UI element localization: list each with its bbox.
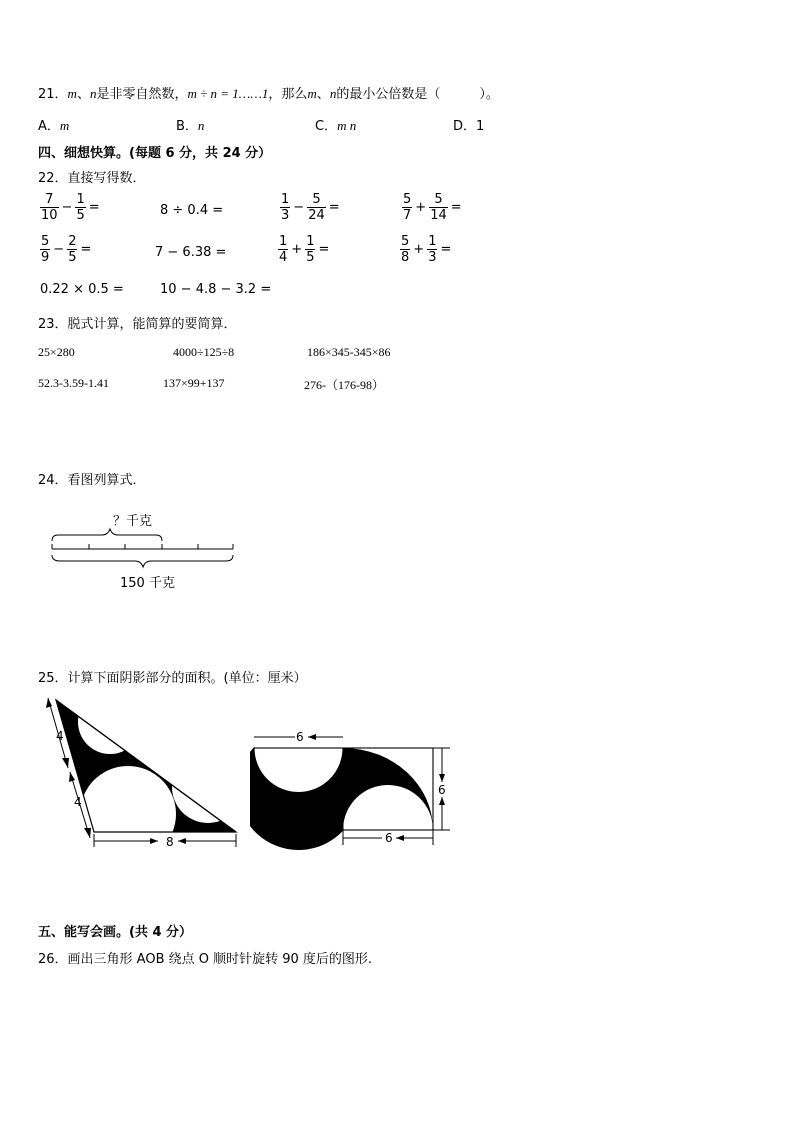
q23-item-6: 276-（176-98）: [304, 378, 384, 392]
q25-fig1-side2: 4: [74, 795, 82, 809]
question-23-title: 23．脱式计算，能简算的要简算．: [38, 317, 237, 332]
q22-r2-c: $\frac{1}{4}$ + $\frac{1}{5}$ =: [279, 234, 330, 265]
q25-fig1-side1: 4: [56, 729, 64, 743]
q25-fig2-right: 6: [438, 783, 446, 797]
q24-top-brace: [52, 529, 162, 541]
q23-item-5: 137×99+137: [163, 376, 225, 390]
q23-item-3: 186×345-345×86: [307, 345, 391, 359]
q21-option-a: A．m: [38, 118, 70, 134]
q21-option-c: C．m n: [315, 118, 357, 134]
q22-r3-a: 0.22 × 0.5 =: [40, 282, 124, 297]
q25-fig1-shaded: [38, 692, 244, 852]
q25-figure-2: [250, 727, 458, 850]
q24-top-label: ？千克: [113, 514, 153, 529]
q22-r3-b: 10 − 4.8 − 3.2 =: [160, 282, 272, 297]
q21-option-d: D．1: [453, 119, 485, 134]
q22-r2-a: $\frac{5}{9}$ − $\frac{2}{5}$ =: [41, 234, 92, 265]
q22-r1-c: $\frac{1}{3}$ − $\frac{5}{24}$ =: [281, 192, 340, 223]
question-25-title: 25．计算下面阴影部分的面积。(单位：厘米）: [38, 671, 307, 686]
q22-r2-b: 7 − 6.38 =: [155, 245, 227, 260]
q25-fig1-base: 8: [166, 835, 174, 849]
q25-figure-1: [38, 692, 248, 852]
q24-segment-diagram: [40, 505, 250, 600]
q23-item-2: 4000÷125÷8: [173, 345, 235, 359]
q22-r1-b: 8 ÷ 0.4 =: [160, 203, 224, 218]
q24-bottom-brace: [52, 555, 233, 567]
q22-r1-a: $\frac{7}{10}$ − $\frac{1}{5}$ =: [41, 192, 100, 223]
question-21: 21．m、n是非零自然数，m ÷ n = 1……1，那么m、n的最小公倍数是（ ）。: [38, 86, 499, 102]
q23-item-4: 52.3-3.59-1.41: [38, 376, 109, 390]
question-26-title: 26．画出三角形 AOB 绕点 O 顺时针旋转 90 度后的图形.: [38, 952, 373, 967]
section-5-title: 五、能写会画。(共 4 分）: [38, 925, 193, 940]
q21-option-b: B．n: [176, 118, 205, 134]
q22-r2-d: $\frac{5}{8}$ + $\frac{1}{3}$ =: [401, 234, 452, 265]
q24-bottom-label: 150 千克: [120, 576, 175, 591]
q25-fig2-top: 6: [296, 730, 304, 744]
question-24-title: 24．看图列算式．: [38, 473, 146, 488]
q22-r1-d: $\frac{5}{7}$ + $\frac{5}{14}$ =: [403, 192, 462, 223]
q25-fig2-bottom: 6: [385, 831, 393, 845]
section-4-title: 四、细想快算。(每题 6 分，共 24 分）: [38, 146, 272, 161]
question-22-title: 22．直接写得数．: [38, 171, 146, 186]
q21-expression: m ÷ n = 1……1: [187, 86, 269, 101]
q23-item-1: 25×280: [38, 345, 75, 359]
q24-ticks: [52, 544, 233, 549]
